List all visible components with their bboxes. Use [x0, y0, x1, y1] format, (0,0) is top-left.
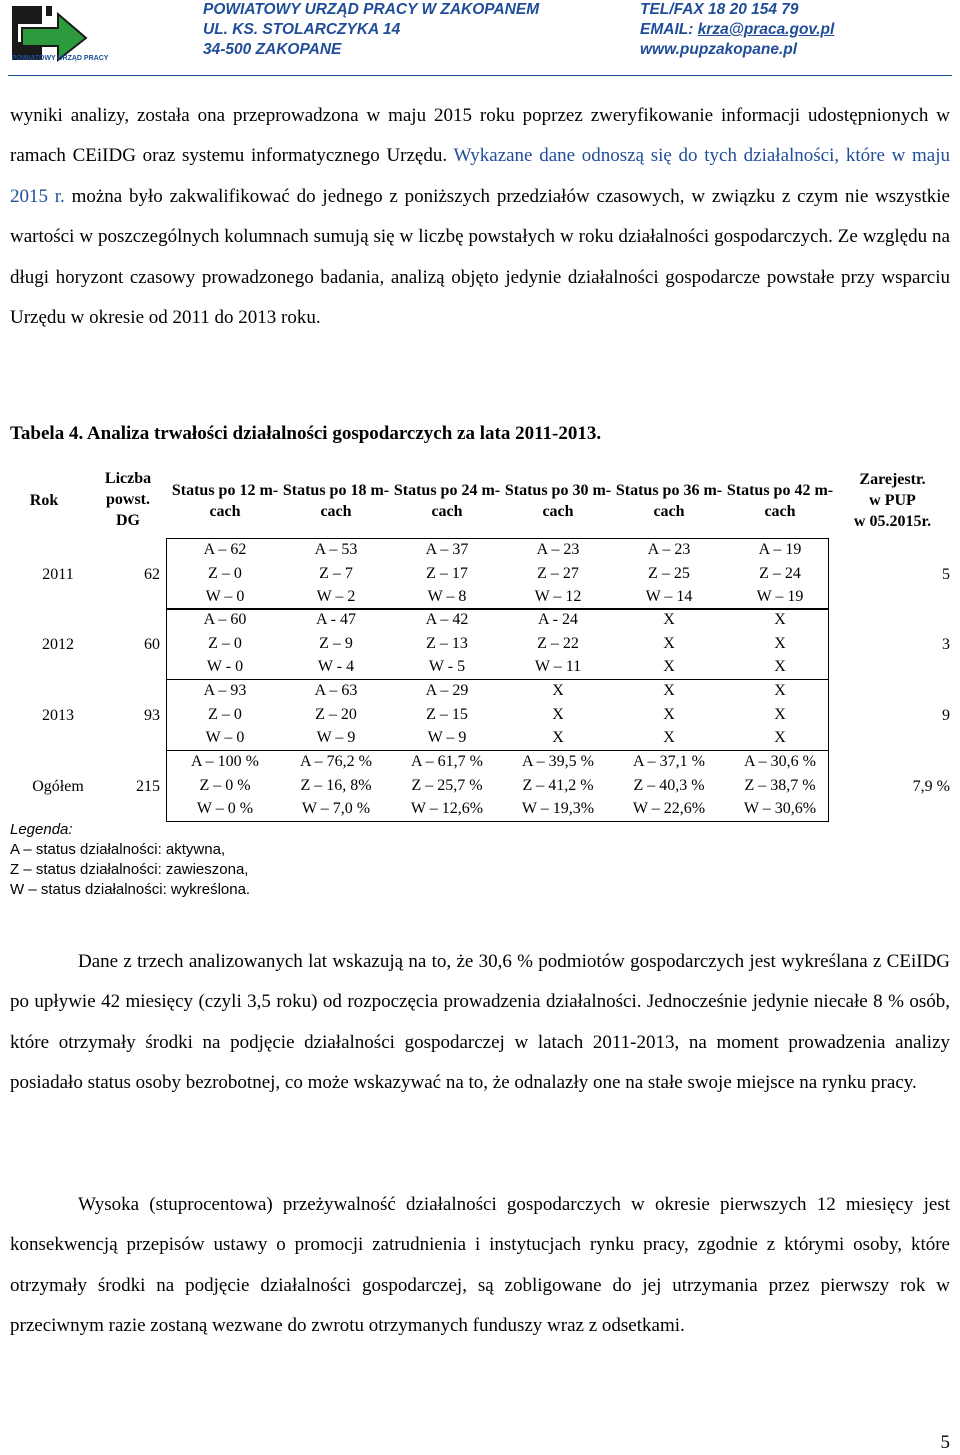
table-row-group [0, 608, 960, 680]
legend-title: Legenda: [10, 821, 73, 838]
status-cell: W – 30,6% [743, 800, 817, 818]
status-cell: W – 19 [756, 588, 804, 606]
status-cell: X [663, 705, 675, 723]
header-liczba-line: DG [116, 512, 140, 529]
table-row-group [0, 538, 960, 610]
table-row-group [0, 750, 960, 822]
header-status-42: Status po 42 m-cach [726, 482, 834, 520]
status-cell: Z – 38,7 % [744, 776, 816, 794]
status-cell: W – 0 [205, 729, 245, 747]
status-cell: X [663, 658, 675, 676]
status-cell: X [774, 611, 786, 628]
status-cell: Z – 7 [319, 564, 353, 582]
office-name: POWIATOWY URZĄD PRACY W ZAKOPANEM [203, 1, 540, 18]
status-cell: A – 60 [203, 611, 247, 628]
table-row-group [0, 679, 960, 751]
office-street: UL. KS. STOLARCZYKA 14 [203, 21, 401, 38]
year-cell: 2012 [42, 635, 74, 653]
page-number: 5 [940, 1432, 950, 1453]
email-label: EMAIL: [640, 21, 698, 38]
status-cell: Z – 15 [426, 705, 468, 723]
header-divider [8, 75, 952, 76]
status-cell: W – 9 [316, 729, 356, 747]
header-liczba-line: Liczba [104, 470, 152, 487]
status-cell: A – 93 [203, 682, 247, 699]
status-cell: X [663, 611, 675, 628]
status-cell: A – 19 [758, 541, 802, 558]
status-cell: Z – 20 [315, 705, 357, 723]
header-zarej-line: w PUP [869, 492, 916, 509]
page-header [0, 0, 960, 80]
header-status-12: Status po 12 m-cach [171, 482, 279, 520]
legend-item-z: Z – status działalności: zawieszona, [10, 861, 249, 878]
header-status-36: Status po 36 m-cach [615, 482, 723, 520]
status-cell: W – 0 % [196, 800, 254, 818]
status-cell: W – 7,0 % [301, 800, 371, 818]
count-cell: 62 [144, 565, 160, 583]
status-cell: W – 12,6% [410, 800, 484, 818]
status-cell: W – 12 [534, 588, 582, 606]
status-cell: X [663, 682, 675, 699]
status-cell: A – 61,7 % [411, 753, 483, 770]
intro-text-highlight: Wykazane dane odnoszą się do tych działalności, które w maju 2015 r. [10, 145, 950, 207]
legend [10, 820, 250, 900]
status-cell: A – 76,2 % [300, 753, 372, 770]
table-caption: Tabela 4. Analiza trwałości działalności gospodarczych za lata 2011-2013. [10, 423, 602, 444]
status-cell: A – 23 [536, 541, 580, 558]
status-cell: Z – 0 [208, 564, 242, 582]
legend-item-a: A – status działalności: aktywna, [10, 841, 226, 858]
status-cell: W - 4 [317, 658, 355, 676]
status-cell: Z – 25,7 % [411, 776, 483, 794]
email-link[interactable]: krza@praca.gov.pl [697, 21, 835, 38]
status-cell: A – 42 [425, 611, 469, 628]
status-cell: X [552, 682, 564, 699]
count-cell: 93 [144, 706, 160, 724]
office-city: 34-500 ZAKOPANE [203, 41, 342, 58]
status-cell: W - 5 [428, 658, 466, 676]
office-phone: TEL/FAX 18 20 154 79 [640, 1, 799, 18]
status-cell: X [774, 705, 786, 723]
count-cell: 215 [136, 777, 160, 795]
office-email-line [640, 20, 834, 40]
status-cell: Z – 41,2 % [522, 776, 594, 794]
header-status-24: Status po 24 m-cach [393, 482, 501, 520]
intro-text-b: można było zakwalifikować do jednego z poniższych przedziałów czasowych, w związku z czym nie wszystkie wartości w poszczególnych kolumnach sumują się w liczbę powstałych w roku działalności gospodarczych. Ze względu na długi horyzont czasowy prowadzonego badania, analizą objęto jedynie działalności gospodarcze powstałe przy wsparciu Urzędu w okresie od 2011 do 2013 roku. [10, 185, 950, 329]
status-cell: A – 100 % [191, 753, 259, 770]
header-status-18: Status po 18 m-cach [282, 482, 390, 520]
status-cell: X [774, 682, 786, 699]
status-cell: Z – 0 [208, 634, 242, 652]
status-cell: X [774, 658, 786, 676]
status-cell: A – 62 [203, 541, 247, 558]
status-cell: W – 14 [645, 588, 693, 606]
status-cell: Z – 17 [426, 564, 468, 582]
office-contact [640, 0, 834, 60]
website-link[interactable]: www.pupzakopane.pl [640, 41, 798, 58]
status-cell: W – 19,3% [521, 800, 595, 818]
status-cell: Z – 0 [208, 705, 242, 723]
status-cell: X [663, 634, 675, 652]
explanation-paragraph: Wysoka (stuprocentowa) przeżywalność działalności gospodarczych w okresie pierwszych 12 miesięcy jest konsekwencją przepisów ustawy o promocji zatrudnienia i instytucjach rynku pracy, zgodnie z którymi osoby, które otrzymały środki na podjęcie działalności gospodarczej, są zobligowane do jej utrzymania przez pierwszy rok w przeciwnym razie zostaną wezwane do zwrotu otrzymanych funduszy wraz z odsetkami. [10, 1194, 950, 1337]
intro-paragraph [10, 96, 950, 338]
status-cell: A - 24 [538, 611, 578, 628]
office-address [203, 0, 539, 60]
status-cell: A – 37 [425, 541, 469, 558]
status-cell: Z – 27 [537, 564, 579, 582]
legend-item-w: W – status działalności: wykreślona. [10, 881, 251, 898]
status-cell: X [774, 634, 786, 652]
status-cell: Z – 13 [426, 634, 468, 652]
status-cell: W – 8 [427, 588, 467, 606]
conclusion-paragraph: Dane z trzech analizowanych lat wskazują na to, że 30,6 % podmiotów gospodarczych jest wykreślana z CEiIDG po upływie 42 miesięcy (czyli 3,5 roku) od rozpoczęcia prowadzenia działalności. Jednocześnie jedynie niecałe 8 % osób, które otrzymały środki na podjęcie działalności gospodarczej w latach 2011-2013, na moment prowadzenia analizy posiadało status osoby bezrobotnej, co może wskazywać na to, że odnalazły one na stałe swoje miejsce na rynku pracy. [10, 951, 950, 1094]
intro-text-a: wyniki analizy, została ona przeprowadzona w maju 2015 roku poprzez zweryfikowanie informacji udostępnionych w ramach CEiIDG oraz systemu informatycznego Urzędu. [10, 105, 950, 167]
status-cell: A – 30,6 % [744, 753, 816, 770]
status-cell: Z – 16, 8% [300, 776, 372, 794]
status-cell: X [552, 705, 564, 723]
status-cell: Z – 22 [537, 634, 579, 652]
status-cell: X [552, 729, 564, 747]
year-cell: 2013 [42, 706, 74, 724]
status-cell: X [663, 729, 675, 747]
header-zarej-line: w 05.2015r. [853, 513, 932, 530]
status-cell: A – 29 [425, 682, 469, 699]
registered-cell: 5 [942, 565, 950, 583]
year-cell: 2011 [42, 565, 74, 583]
registered-cell: 3 [942, 635, 950, 653]
status-cell: A - 47 [316, 611, 356, 628]
status-cell: Z – 40,3 % [633, 776, 705, 794]
status-cell: Z – 9 [319, 634, 353, 652]
status-cell: W – 9 [427, 729, 467, 747]
status-cell: A – 23 [647, 541, 691, 558]
registered-cell: 7,9 % [912, 777, 950, 795]
status-cell: W – 2 [316, 588, 356, 606]
status-cell: X [774, 729, 786, 747]
status-cell: Z – 0 % [199, 776, 251, 794]
year-cell: Ogółem [32, 777, 84, 795]
status-cell: W – 11 [534, 658, 582, 676]
logo-caption: POWIATOWY URZĄD PRACY [11, 55, 109, 62]
status-cell: A – 53 [314, 541, 358, 558]
status-cell: Z – 25 [648, 564, 690, 582]
count-cell: 60 [144, 635, 160, 653]
status-cell: A – 39,5 % [522, 753, 594, 770]
status-cell: A – 63 [314, 682, 358, 699]
header-rok: Rok [29, 492, 59, 509]
header-zarejestr [840, 469, 945, 539]
header-liczba [88, 468, 168, 538]
status-cell: W - 0 [206, 658, 244, 676]
status-cell: W – 0 [205, 588, 245, 606]
registered-cell: 9 [942, 706, 950, 724]
status-cell: A – 37,1 % [633, 753, 705, 770]
status-cell: Z – 24 [759, 564, 801, 582]
header-zarej-line: Zarejestr. [859, 471, 926, 488]
status-cell: W – 22,6% [632, 800, 706, 818]
header-status-30: Status po 30 m-cach [504, 482, 612, 520]
header-liczba-line: powst. [105, 491, 150, 508]
